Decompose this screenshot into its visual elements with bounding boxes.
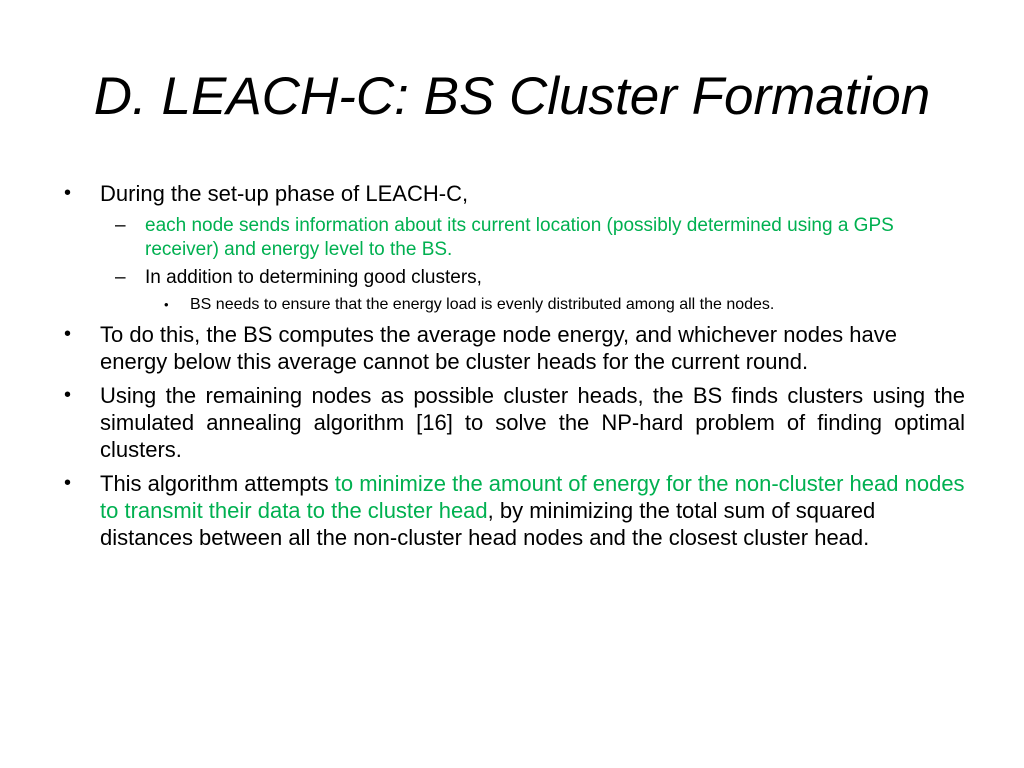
bullet-text-part3: , by minimizing the total sum of squared distances between all the non-cluster head nodes and the closest cluster head. [100, 498, 876, 550]
sub-sub-bullet-energy-load [60, 294, 965, 315]
dash-marker: – [115, 267, 126, 288]
sub-bullet-node-info [60, 214, 965, 262]
bullet-text: Using the remaining nodes as possible cluster heads, the BS finds clusters using the simulated annealing algorithm [16] to solve the NP-hard problem of finding optimal clusters. [100, 383, 965, 462]
bullet-text-part1: This algorithm attempts [100, 471, 335, 496]
bullet-marker: • [164, 297, 169, 312]
sub-bullet-text: In addition to determining good clusters, [145, 267, 482, 288]
bullet-text: To do this, the BS computes the average node energy, and whichever nodes have energy below this average cannot be cluster heads for the current round. [100, 322, 897, 374]
sub-sub-bullet-text: BS needs to ensure that the energy load is evenly distributed among all the nodes. [190, 296, 775, 313]
bullet-marker: • [64, 182, 72, 204]
slide-title: D. LEACH-C: BS Cluster Formation [93, 67, 931, 126]
bullet-text-highlight: to minimize the amount of energy for the non-cluster head nodes to transmit their data to the cluster head [100, 471, 965, 523]
bullet-algorithm-goal [60, 470, 965, 551]
sub-bullet-text: each node sends information about its current location (possibly determined using a GPS receiver) and energy level to the BS. [145, 215, 894, 260]
bullet-simulated-annealing [60, 382, 965, 463]
bullet-marker: • [64, 384, 72, 406]
bullet-setup-phase [60, 180, 965, 207]
bullet-marker: • [64, 323, 72, 345]
slide-content [60, 180, 965, 558]
sub-bullet-good-clusters [60, 266, 965, 290]
bullet-text: During the set-up phase of LEACH-C, [100, 181, 469, 206]
bullet-marker: • [64, 472, 72, 494]
dash-marker: – [115, 215, 126, 236]
bullet-average-energy [60, 321, 965, 375]
